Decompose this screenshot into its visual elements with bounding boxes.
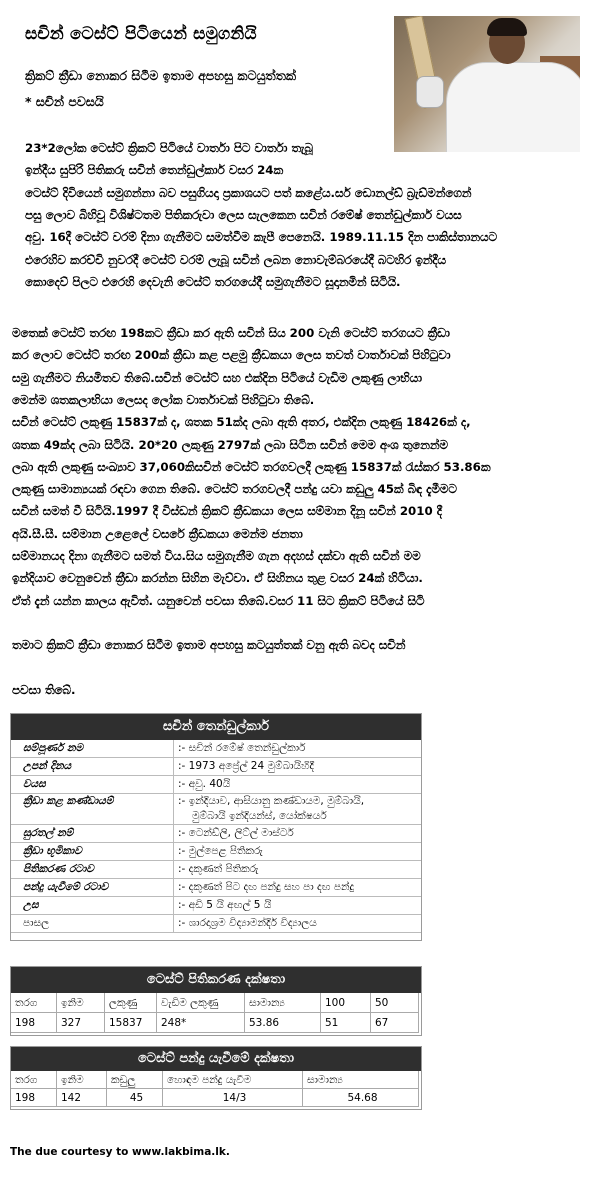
batting-value-cell: 53.86: [245, 1013, 321, 1033]
batting-value-cell: 15837: [105, 1013, 157, 1033]
profile-key: උපන් දිනය: [11, 758, 174, 775]
profile-key: සම්පූර්ණ නම: [11, 740, 174, 757]
batting-value-cell: 51: [321, 1013, 371, 1033]
profile-value: [174, 879, 421, 896]
paragraph-line: ශතක 49ක්ද ලබා සිටියි. 20*20 ලකුණු 2797ක් ලබා සිටින සචින් මෙම අංශ තුනෙන්ම: [12, 437, 448, 452]
paragraph-line: ඉන්දියාව වෙනුවෙන් ක්‍රීඩා කරන්න සිහින මැව්වා. ඒ සිහිනය තුළ වසර 24ක් හිටියා.: [12, 571, 423, 586]
batting-value-cell: 198: [11, 1013, 57, 1033]
paragraph-line: ලකුණු සාමාන්‍යයක් රඳවා ගෙන තිබේ. ටෙස්ට් තරගවලදී පන්දු යවා කඩුලු 45ක් බිඳ දැමීමට: [12, 482, 457, 497]
profile-value-line: :- ටෙන්ඩ්ලි, ලිට්ල් මාස්ටර්: [178, 827, 294, 839]
profile-row: [11, 825, 421, 843]
paragraph-line: අවු. 16දී ටෙස්ට් වරම් දිනා ගැනීමට සමත්වීම කැපී පෙනෙයි. 1989.11.15 දින පාකිස්තානයට: [25, 230, 497, 245]
paragraph-line: ලබා ඇති ලකුණු සංඛ්‍යාව 37,060කිසචින් ටෙස්ට් තරගවලදී ලකුණු 15837ක් රැස්කර 53.86ක: [12, 459, 491, 474]
profile-key: පාසල: [11, 915, 174, 932]
paragraph-line: මෙන්ම ශතකලාභියා ලෙසද ලෝක වාර්තාවක් පිහිටුවා තිබේ.: [12, 392, 315, 407]
profile-value-line: :- ඉන්දියාව, ආසියානු කණ්ඩායම, මුම්බායි,: [178, 795, 365, 807]
profile-value-line: :- 1973 අප්‍රේල් 24 මුම්බායිහිදී: [178, 760, 315, 772]
profile-row: [11, 776, 421, 794]
bowling-header-cell: ඉනිම: [57, 1071, 107, 1089]
batting-header-cell: සාමාන්‍ය: [245, 993, 321, 1013]
batting-table: [10, 966, 422, 1036]
batting-header-cell: 50: [371, 993, 419, 1013]
profile-value-line: :- අඩි 5 යි අඟල් 5 යි: [178, 899, 272, 911]
bowling-value-cell: 142: [57, 1089, 107, 1107]
article-subtitle-attribution: * සචින් පවසයි: [25, 94, 104, 109]
profile-row: [11, 897, 421, 915]
paragraph-line: පවසා තිබේ.: [12, 682, 76, 697]
profile-row: [11, 758, 421, 776]
paragraph-line: මතෙක් ටෙස්ට් තරඟ 198කට ක්‍රීඩා කර ඇති සචින් සිය 200 වැනි ටෙස්ට් තරගයට ක්‍රීඩා: [12, 326, 450, 340]
paragraph-line: සචින් ටෙස්ට් ලකුණු 15837ක් ද, ශතක 51ක්ද ලබා ඇති අතර, එක්දින ලකුණු 18426ක් ද,: [12, 415, 471, 430]
player-photo: [394, 16, 580, 152]
profile-value: [174, 758, 421, 775]
bowling-value-cell: 54.68: [303, 1089, 419, 1107]
batting-header-cell: ලකුණු: [105, 993, 157, 1013]
profile-value: [174, 740, 421, 757]
paragraph-line: අයි.සී.සී. සම්මාන උළෙලේ වසරේ ක්‍රීඩකයා මෙන්ම ජනතා: [12, 526, 303, 541]
profile-value: [174, 843, 421, 860]
profile-key: පන්දු යැවීමේ රටාව: [11, 879, 174, 896]
profile-value-line: :- අවු. 40යි: [178, 778, 231, 790]
profile-row: [11, 843, 421, 861]
profile-value-line: :- සචින් රමේෂ් තෙන්ඩුල්කාර්: [178, 742, 306, 754]
profile-row: [11, 794, 421, 825]
bowling-header-cell: තරග: [11, 1071, 57, 1089]
paragraph-line: ඉන්දීය සුපිරි පිතිකරු සචින් තෙන්ඩුල්කාර් වසර 24ක: [25, 163, 284, 178]
bowling-value-cell: 14/3: [163, 1089, 303, 1107]
profile-key: පිතිකරණ රටාව: [11, 861, 174, 878]
bowling-table-heading: ටෙස්ට් පන්දු යැවීමේ දක්ෂතා: [11, 1047, 421, 1071]
article-title: සචින් ටෙස්ට් පිටියෙන් සමුගනියි: [25, 24, 257, 44]
profile-table: [10, 713, 422, 941]
profile-table-heading: සචින් තෙන්ඩුල්කාර්: [11, 714, 421, 740]
bowling-header-cell: කඩුලු: [107, 1071, 163, 1089]
batting-table-heading: ටෙස්ට් පිතිකරණ දක්ෂතා: [11, 967, 421, 993]
paragraph-line: එරෙහිව කරච්චි නුවරදී ටෙස්ට් වරම් ලැබූ සචින් ලබන නොවැම්බරයේදී බටහිර ඉන්දීය: [25, 252, 447, 267]
footer-credit: The due courtesy to www.lakbima.lk.: [10, 1146, 230, 1158]
paragraph-line: තමාට ක්‍රිකට් ක්‍රීඩා නොකර සිටීම ඉතාම අපහසු කටයුත්තක් වනු ඇති බවද සචින්: [12, 638, 406, 653]
bowling-header-cell: සාමාන්‍ය: [303, 1071, 419, 1089]
batting-header-cell: 100: [321, 993, 371, 1013]
paragraph-line: සමු ගැනීමට නියමිතව තිබේ.සචින් ටෙස්ට් සහ එක්දින පිටියේ වැඩිම ලකුණු ලාභියා: [12, 370, 422, 385]
profile-value: [174, 915, 421, 932]
profile-key: ක්‍රීඩා භූමිකාව: [11, 843, 174, 860]
paragraph-line: පසු ලොව බිහිවූ විශිෂ්ටතම පිතිකරුවා ලෙස සැලකෙන සචින් රමේෂ් තෙන්ඩුල්කාර් වයස: [25, 207, 462, 222]
paragraph-line: කර ලොව ටෙස්ට් තරඟ 200ක් ක්‍රීඩා කළ පළමු ක්‍රීඩකයා ලෙස තවත් වාර්තාවක් පිහිටුවා: [12, 348, 451, 363]
profile-value: [174, 825, 421, 842]
article-subtitle: ක්‍රිකට් ක්‍රීඩා නොකර සිටීම ඉතාම අපහසු කටයුත්තක්: [25, 68, 296, 83]
profile-key: වයස: [11, 776, 174, 793]
paragraph-line: ටෙස්ට් දිවියෙන් සමුගන්නා බව පසුගියදා ප්‍රකාශයට පත් කළේය.සර් ඩොනල්ඩ් බ්‍රැඩ්මන්ගෙන්: [25, 185, 472, 200]
profile-value-line: මුම්බායි ඉන්දියන්ස්, යෝක්ෂයර්: [192, 810, 327, 822]
profile-value: [174, 776, 421, 793]
profile-row: [11, 861, 421, 879]
batting-header-cell: වැඩිම ලකුණු: [157, 993, 245, 1013]
profile-value: [174, 897, 421, 914]
paragraph-line: කොදෙව් පිලට එරෙහි දෙවැනි ටෙස්ට් තරගයේදී සමුගැනීමට සූදානමින් සිටියි.: [25, 274, 401, 289]
profile-row: [11, 879, 421, 897]
batting-value-cell: 327: [57, 1013, 105, 1033]
batting-value-cell: 67: [371, 1013, 419, 1033]
paragraph-line: සම්මානයද දිනා ගැනීමට සමත් විය.සිය සමුගැනීම ගැන අදහස් දක්වා ඇති සචින් මම: [12, 549, 421, 563]
profile-value-line: :- මුල්පෙළ පිතිකරු: [178, 845, 263, 857]
paragraph-line: ඒත් දැන් යන්න කාලය ඇවිත්. යනුවෙන් පවසා තිබේ.වසර 11 සිට ක්‍රිකට් පිටියේ සිටි: [12, 593, 425, 608]
batting-value-cell: 248*: [157, 1013, 245, 1033]
batting-header-cell: ඉනිම: [57, 993, 105, 1013]
bowling-value-cell: 198: [11, 1089, 57, 1107]
profile-rows: [11, 740, 421, 933]
bowling-table: [10, 1046, 422, 1110]
profile-key: සුරතල් නම්: [11, 825, 174, 842]
bowling-value-cell: 45: [107, 1089, 163, 1107]
profile-key: ක්‍රීඩා කළ කණ්ඩායම්: [11, 794, 174, 824]
profile-row: [11, 915, 421, 933]
profile-key: උස: [11, 897, 174, 914]
paragraph-line: 23*2ලෝක ටෙස්ට් ක්‍රිකට් පිටියේ වාර්තා පිට වාර්තා තැබූ: [25, 141, 313, 155]
bowling-value-row: [11, 1089, 421, 1107]
batting-header-cell: තරග: [11, 993, 57, 1013]
profile-value-line: :- දකුණත් පිතිකරු: [178, 863, 259, 875]
profile-row: [11, 740, 421, 758]
batting-value-row: [11, 1013, 421, 1033]
profile-value: [174, 794, 421, 824]
bowling-header-row: [11, 1071, 421, 1089]
paragraph-line: සචින් සමත් වී සිටියි.1997 දී විස්ඩන් ක්‍රිකට් ක්‍රීඩකයා ලෙස සම්මාන දිනූ සචින් 2010 දී: [12, 504, 443, 519]
profile-value-line: :- ශාරදාශ්‍රම විද්‍යාමන්දිර් විද්‍යාලය: [178, 917, 317, 929]
profile-value-line: :- දකුණත් පිට දඟ පන්දු සහ පා දඟ පන්දු: [178, 881, 355, 893]
profile-value: [174, 861, 421, 878]
batting-header-row: [11, 993, 421, 1013]
bowling-header-cell: හොඳම පන්දු යැවීම: [163, 1071, 303, 1089]
